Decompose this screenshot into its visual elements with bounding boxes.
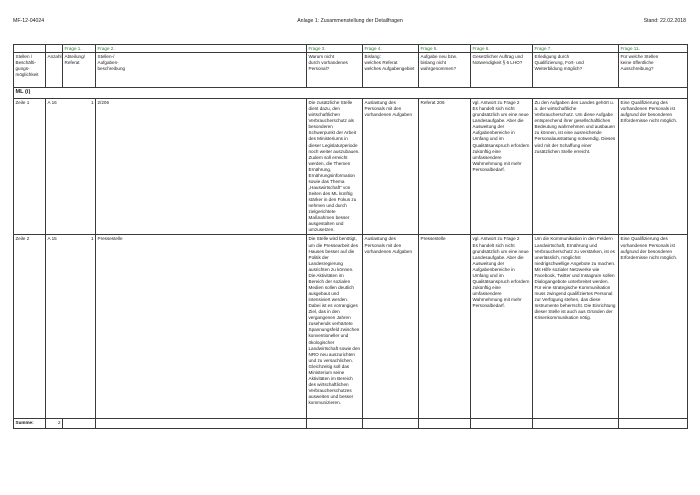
- qualification-cell: Eine Qualifizierung des vorhandenen Personals ist aufgrund der besonderen Erfordernisse nicht möglich.: [619, 235, 688, 419]
- description-cell: Die Stelle wird benötigt, um die Pressearbeit des Hauses besser auf die Politik der Landesregierung ausrichten zu können. Die Aktivitäten im Bereich der sozialen Medien sollen deutlich ausgebaut und intensiviert werden. Dabei ist es vorrangiges Ziel, das in den vergangenen Jahren zusehends verhärtete Spannungsfeld zwischen konventioneller und ökologischer Landwirtschaft sowie den NRO neu auszurichten und zu versachlichen. Gleichzeitig soll das Ministerium seine Aktivitäten im Bereich des wirtschaftlichen Verbraucherschutzes ausweiten und besser kommunizieren.: [307, 235, 363, 419]
- table-row: [14, 99, 688, 235]
- question-label: Frage 1.: [63, 45, 96, 53]
- blank-cell: [14, 45, 46, 53]
- blank-cell: [419, 419, 471, 428]
- row-label: Zeile 2: [14, 235, 46, 419]
- pay-grade: A 15: [47, 236, 57, 242]
- blank-cell: [619, 419, 688, 428]
- blank-cell: [46, 45, 63, 53]
- question-label: Frage 4.: [363, 45, 419, 53]
- column-header: Gesetzlicher Auftrag und Notwendigkeit § 6 LHO?: [471, 53, 533, 88]
- question-label: Frage 7.: [533, 45, 619, 53]
- column-header: Anzahl: [46, 53, 63, 88]
- column-header-row: [14, 53, 688, 88]
- department-cell: 2/206: [96, 99, 307, 235]
- previous-cell: Referat 206: [419, 99, 471, 235]
- question-label: Frage 11.: [619, 45, 688, 53]
- description-cell: Die zusätzliche Stelle dient dazu, den wirtschaftlichen Verbraucherschutz als besonderen Schwerpunkt der Arbeit des Ministeriums in dieser Legislaturperiode noch weiter auszubauen. Zudem soll erreicht werden, die Themen Ernährung, Ernährungsinformation sowie das Thema „Hauswirtschaft“ von Seiten des ML künftig stärker in den Fokus zu nehmen und durch zielgerichtete Maßnahmen besser ausgestalten und umzusetzen.: [307, 99, 363, 235]
- question-header-row: [14, 45, 688, 53]
- new-task-cell: vgl. Antwort zu Frage 2 Es handelt sich nicht grundsätzlich um eine neue Landesaufgabe. Aber die Ausweitung der Aufgabenbereiche in Umfang und im Qualitätsanspruch erfordern zukünftig eine umfassendere Wahrnehmung mit mehr Personalbedarf.: [471, 235, 533, 419]
- question-label: Frage 5.: [419, 45, 471, 53]
- question-label: Frage 2.: [96, 45, 307, 53]
- new-task-cell: vgl. Antwort zu Frage 2 Es handelt sich nicht grundsätzlich um eine neue Landesaufgabe. Aber die Ausweitung der Aufgabenbereiche in Umfang und im Qualitätsanspruch erfordern zukünftig eine umfassendere Wahrnehmung mit mehr Personalbedarf.: [471, 99, 533, 235]
- code-count-cell: [46, 235, 96, 419]
- column-header: Abteilung/ Referat: [63, 53, 96, 88]
- group-row: [14, 88, 688, 99]
- why-not-existing-cell: Auslastung des Personals mit den vorhandenen Aufgaben: [363, 235, 419, 419]
- legal-mandate-cell: Zu den Aufgaben des Landes gehört u. a. der wirtschaftliche Verbraucherschutz. Um diese Aufgabe entsprechend ihrer gesellschaftlichen Bedeutung wahrnehmen und ausbauen zu können, ist eine ausreichende Personalausstattung notwendig. Dieses wird mit der Schaffung einer zusätzlichen Stelle erreicht.: [533, 99, 619, 235]
- previous-cell: Pressestelle: [419, 235, 471, 419]
- column-header: Für welche Stellen keine öffentliche Ausschreibung?: [619, 53, 688, 88]
- detail-questions-table: [13, 44, 688, 429]
- qualification-cell: Eine Qualifizierung des vorhandenen Personals ist aufgrund der besonderen Erfordernisse nicht möglich.: [619, 99, 688, 235]
- column-header: Erledigung durch Qualifizierung, Fort- und Weiterbildung möglich?: [533, 53, 619, 88]
- position-count: 1: [90, 100, 94, 106]
- column-header: Warum nicht durch vorhandenes Personal?: [307, 53, 363, 88]
- column-header: Stellen-/ Aufgaben- beschreibung: [96, 53, 307, 88]
- position-count: 1: [90, 236, 94, 242]
- blank-cell: [471, 419, 533, 428]
- summe-label: Summe:: [14, 419, 46, 428]
- blank-cell: [63, 419, 96, 428]
- row-label: Zeile 1: [14, 99, 46, 235]
- document-date: Stand: 22.02.2018: [643, 18, 686, 24]
- document-id: MF-12-04024: [13, 18, 45, 24]
- pay-grade: A 16: [47, 100, 57, 106]
- column-header: Stellen / Beschäfti- gungs- möglichkeit: [14, 53, 46, 88]
- group-label: ML (i): [14, 88, 688, 99]
- column-header: Aufgabe neu bzw. bislang nicht wahrgenommen?: [419, 53, 471, 88]
- code-count-cell: [46, 99, 96, 235]
- blank-cell: [307, 419, 363, 428]
- blank-cell: [363, 419, 419, 428]
- question-label: Frage 6.: [471, 45, 533, 53]
- legal-mandate-cell: Um die Kommunikation in den Feldern Landwirtschaft, Ernährung und Verbraucherschutz zu verstärken, ist es unerlässlich, möglichst niedrigschwellige Angebote zu machen. Mit Hilfe sozialer Netzwerke wie Facebook, Twitter und Instagram sollen Dialogangebote unterbreitet werden. Für eine strategische Kommunikation muss zwingend qualifiziertes Personal zur Verfügung stehen, das diese Instrumente beherrscht. Die Einrichtung dieser Stelle ist auch aus Gründen der Krisenkommunikation nötig.: [533, 235, 619, 419]
- column-header: Bislang: welches Referat welches Aufgabengebiet: [363, 53, 419, 88]
- blank-cell: [96, 419, 307, 428]
- summary-row: [14, 419, 688, 428]
- question-label: Frage 3.: [307, 45, 363, 53]
- summe-value: 2: [46, 419, 63, 428]
- blank-cell: [533, 419, 619, 428]
- document-title: Anlage 1: Zusammenstellung der Detailfragen: [297, 18, 403, 24]
- table-row: [14, 235, 688, 419]
- why-not-existing-cell: Auslastung des Personals mit den vorhandenen Aufgaben: [363, 99, 419, 235]
- department-cell: Pressestelle: [96, 235, 307, 419]
